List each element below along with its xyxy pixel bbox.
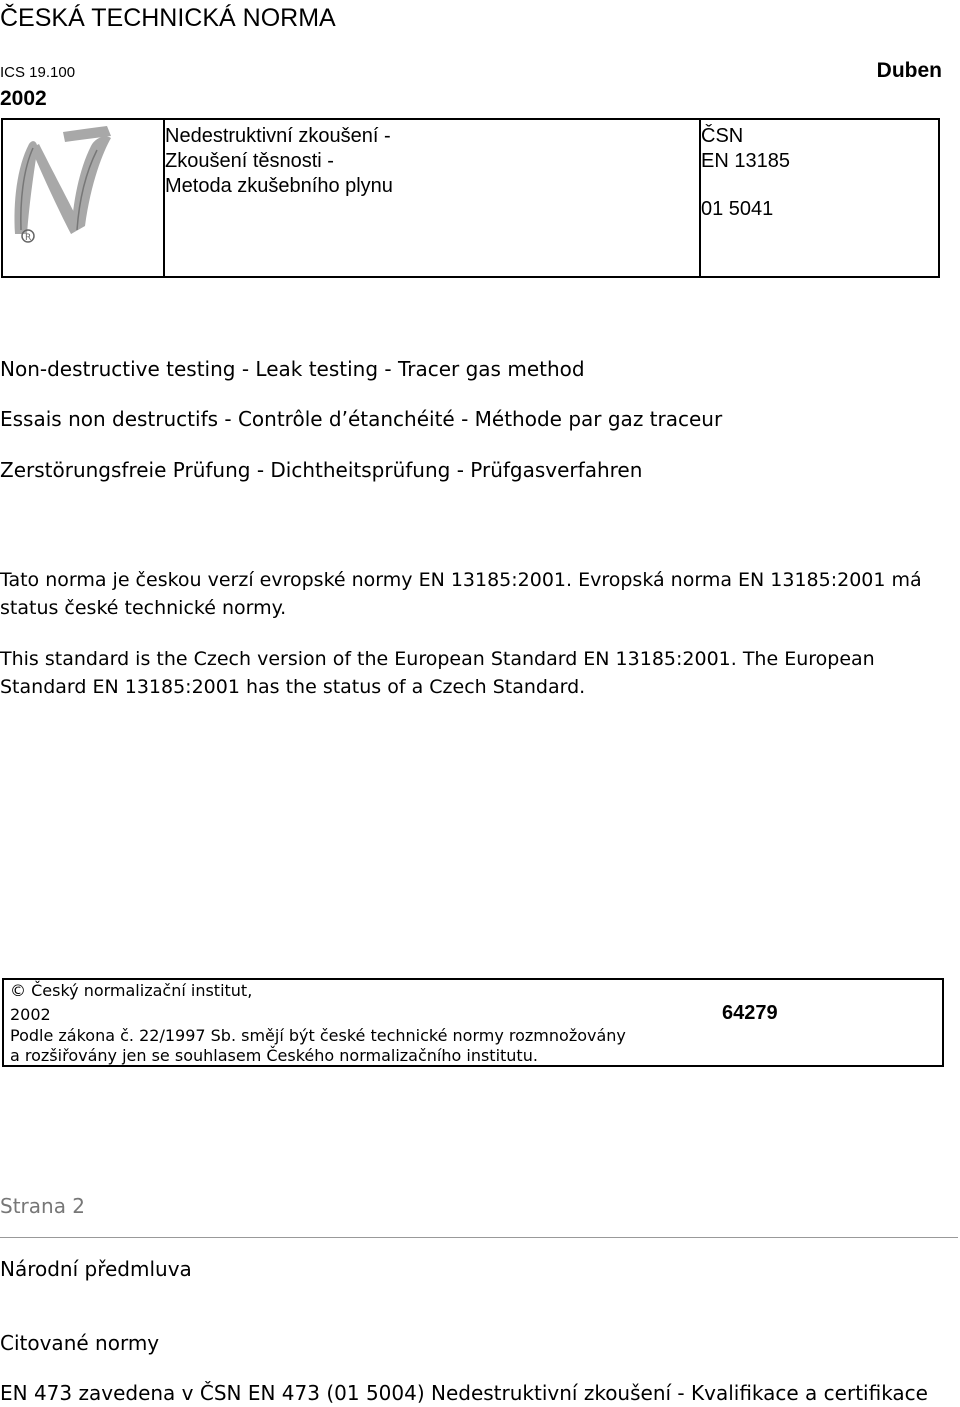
title-czech-line: Zkoušení těsnosti - [165, 150, 334, 172]
title-english: Non-destructive testing - Leak testing - Tracer gas method [0, 357, 585, 381]
csn-designation [701, 124, 790, 174]
issue-year: 2002 [0, 87, 47, 110]
svg-text:R: R [25, 233, 32, 243]
cited-standard-item: EN 473 zavedena v ČSN EN 473 (01 5004) Nedestruktivní zkoušení - Kvalifikace a certifikace [0, 1381, 928, 1405]
copyright-box [2, 978, 944, 1067]
classification-number: 01 5041 [701, 198, 774, 220]
cited-standards-heading: Citované normy [0, 1331, 160, 1355]
page-divider [0, 1237, 958, 1238]
foreword-heading: Národní předmluva [0, 1257, 192, 1281]
price-code: 64279 [722, 1002, 778, 1024]
ics-code: ICS 19.100 [0, 64, 76, 81]
csn-label: ČSN [701, 125, 744, 147]
issue-month: Duben [876, 59, 942, 82]
title-czech-line: Nedestruktivní zkoušení - [165, 125, 391, 147]
endorsement-czech: Tato norma je českou verzí evropské normy EN 13185:2001. Evropská norma EN 13185:2001 má status české technické normy. [0, 569, 922, 619]
title-czech-line: Metoda zkušebního plynu [165, 175, 393, 197]
standard-header-box [1, 118, 940, 278]
page-number: Strana 2 [0, 1194, 86, 1218]
copyright-year: 2002 [10, 1005, 51, 1024]
title-german: Zerstörungsfreie Prüfung - Dichtheitsprüfung - Prüfgasverfahren [0, 458, 643, 482]
endorsement-english: This standard is the Czech version of the European Standard EN 13185:2001. The European Standard EN 13185:2001 has the status of a Czech Standard. [0, 648, 875, 698]
copyright-notice: a rozšiřovány jen se souhlasem Českého normalizačního institutu. [10, 1046, 538, 1065]
copyright-notice: Podle zákona č. 22/1997 Sb. smějí být české technické normy rozmnožovány [10, 1026, 626, 1045]
document-title: ČESKÁ TECHNICKÁ NORMA [0, 4, 336, 32]
csni-n-logo-icon [7, 122, 127, 252]
title-czech [165, 124, 393, 199]
title-french: Essais non destructifs - Contrôle d’étanchéité - Méthode par gaz traceur [0, 407, 723, 431]
copyright-holder: © Český normalizační institut, [10, 981, 253, 1000]
en-number: EN 13185 [701, 150, 790, 172]
